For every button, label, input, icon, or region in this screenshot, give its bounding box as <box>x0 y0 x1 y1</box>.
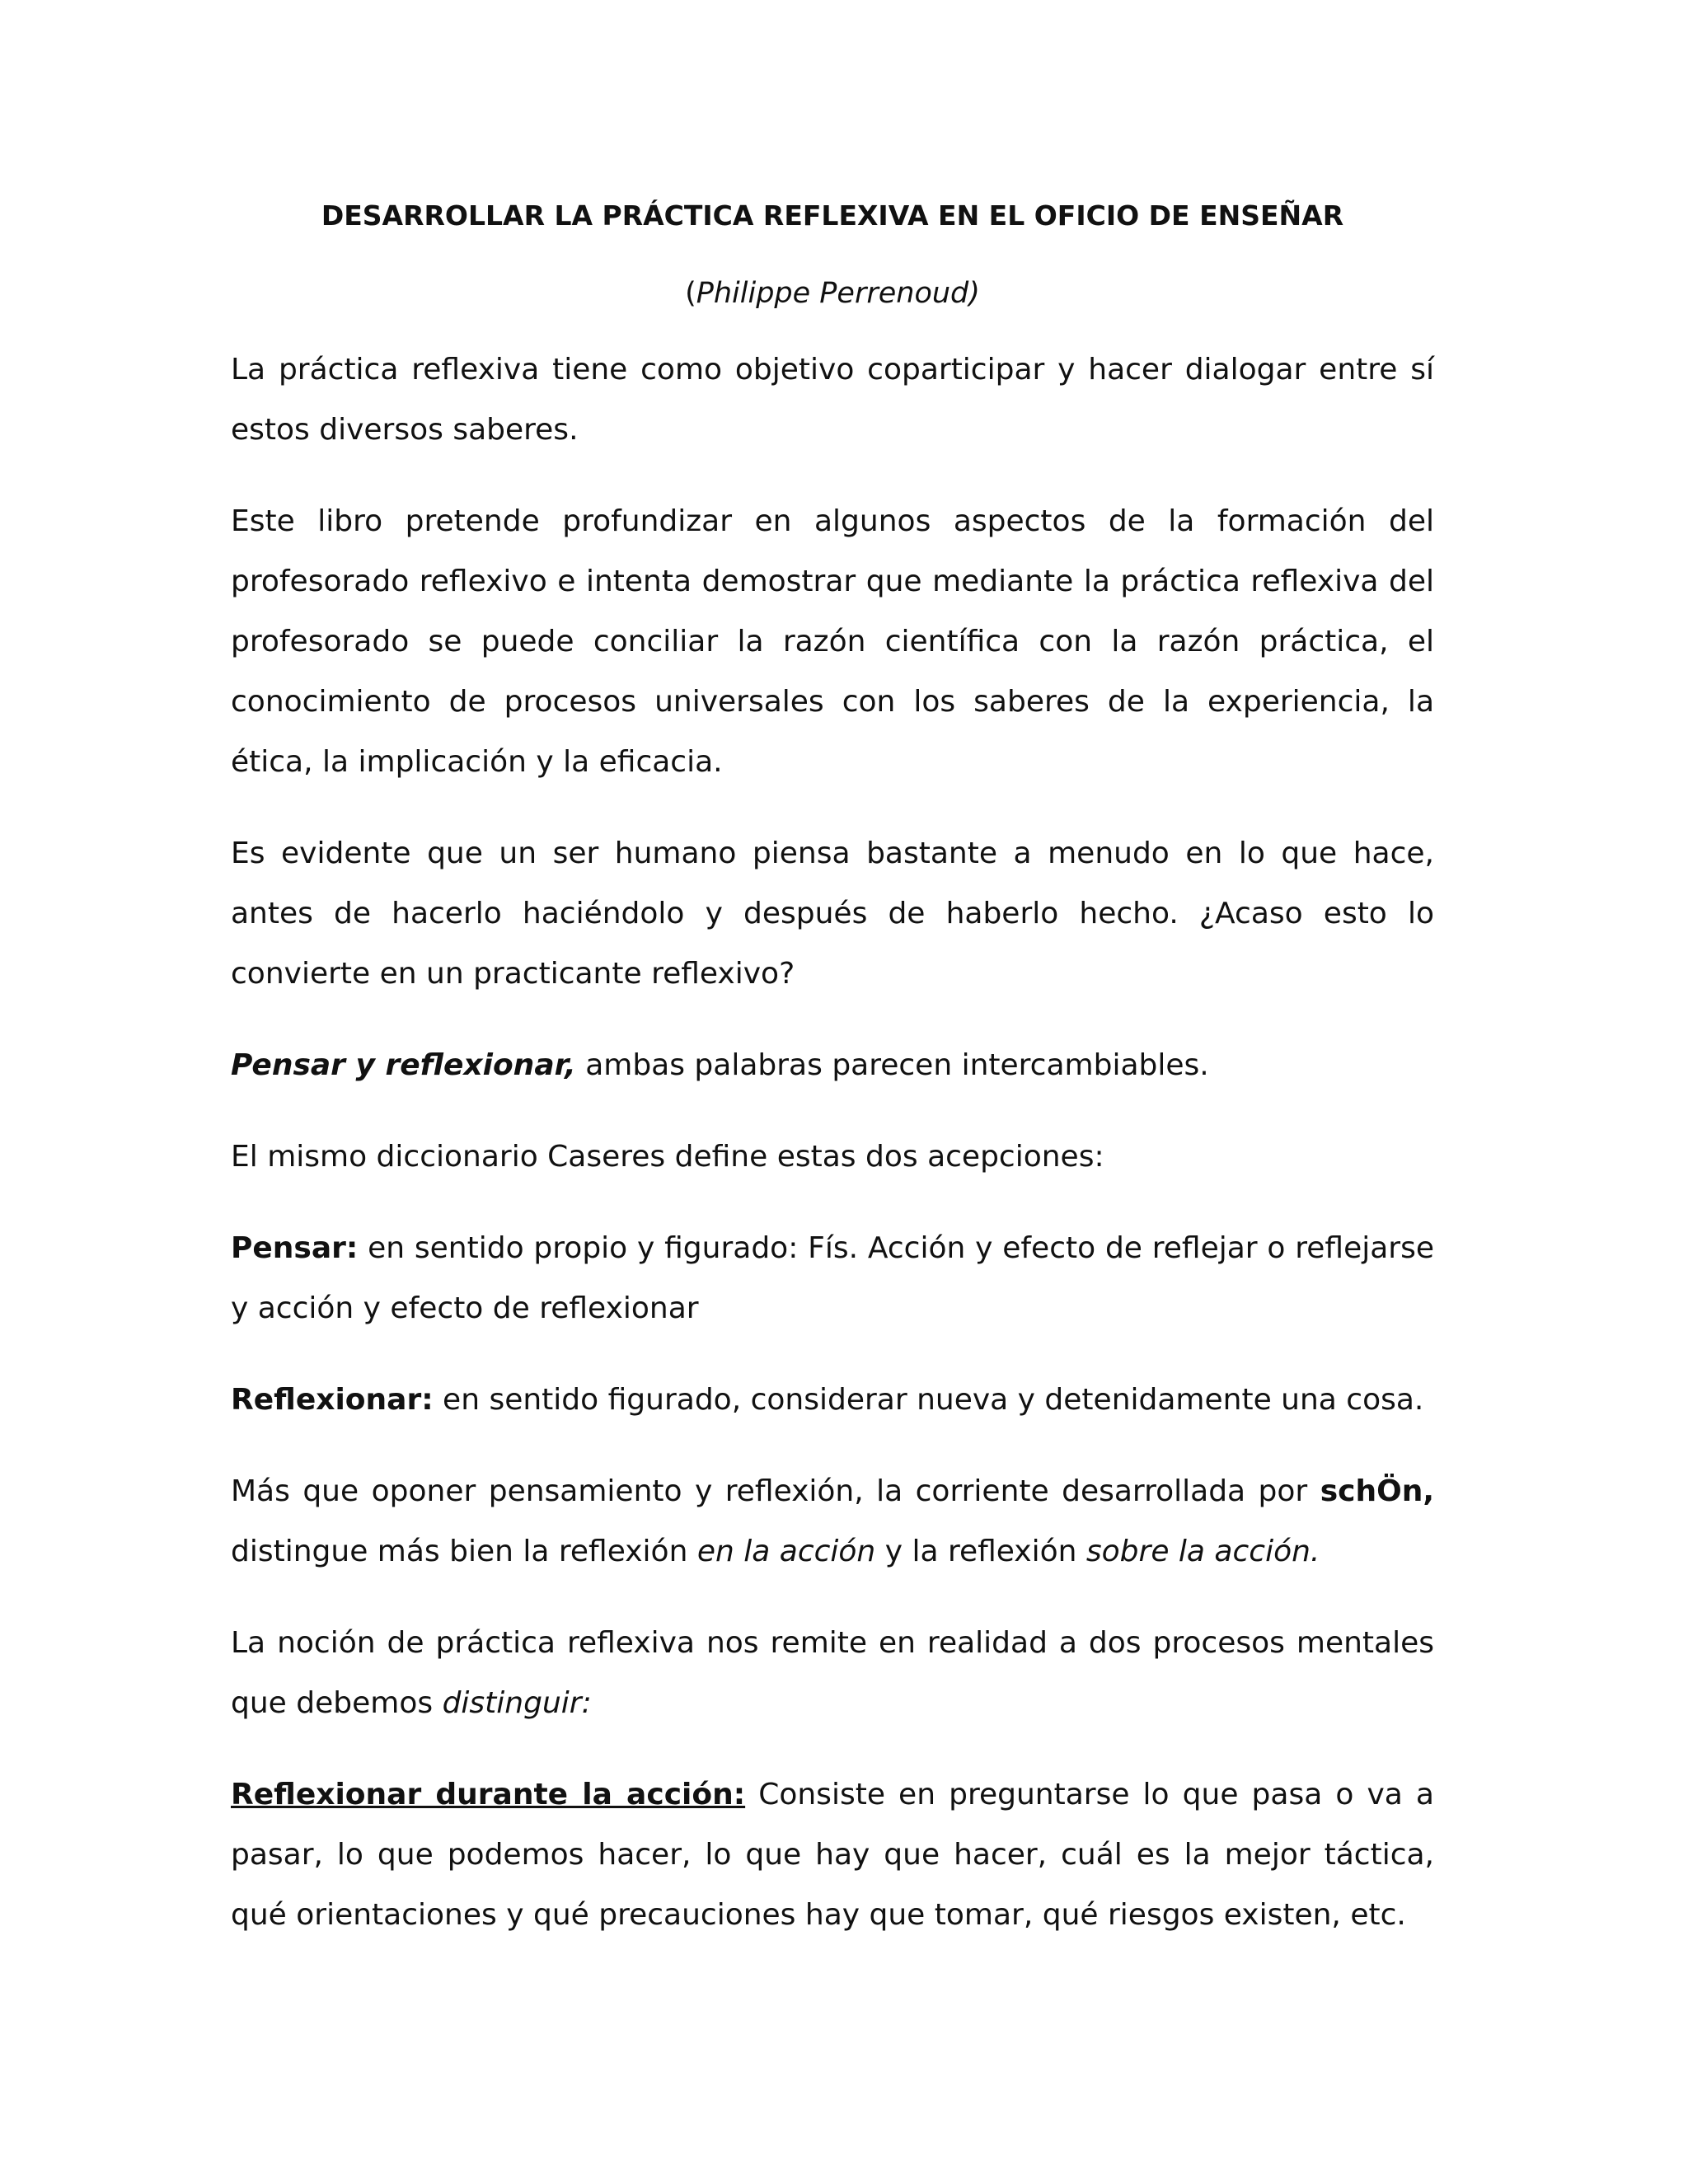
author-name: Philippe Perrenoud) <box>696 277 980 310</box>
document-body <box>231 194 1434 1945</box>
paragraph-9-italic: distinguir: <box>442 1686 592 1720</box>
document-title: DESARROLLAR LA PRÁCTICA REFLEXIVA EN EL OFICIO DE ENSEÑAR <box>321 199 1344 232</box>
paragraph-9-text: La noción de práctica reflexiva nos remite en realidad a dos procesos mentales que debemos <box>231 1626 1434 1720</box>
paragraph-4 <box>231 1035 1434 1095</box>
paragraph-10-text: Consiste en preguntarse lo que pasa o va a pasar, lo que podemos hacer, lo que hay que hacer, cuál es la mejor táctica, qué orientaciones y qué precauciones hay que tomar, qué riesgos existen, etc. <box>231 1778 1434 1932</box>
author-line <box>231 270 1434 316</box>
paragraph-8-italic-1: en la acción <box>696 1535 876 1568</box>
paragraph-8-italic-2: sobre la acción. <box>1085 1535 1320 1568</box>
paragraph-8-text-b: distingue más bien la reflexión <box>231 1535 697 1568</box>
paragraph-1: La práctica reflexiva tiene como objetivo coparticipar y hacer dialogar entre sí estos diversos saberes. <box>231 353 1434 447</box>
paragraph-8 <box>231 1461 1434 1582</box>
paragraph-7 <box>231 1370 1434 1430</box>
paragraph-6 <box>231 1218 1434 1338</box>
definition-term-reflexionar: Reflexionar: <box>231 1383 434 1417</box>
paragraph-4-text: ambas palabras parecen intercambiables. <box>575 1048 1209 1082</box>
author-open-paren: ( <box>685 277 696 310</box>
definition-text-reflexionar: en sentido figurado, considerar nueva y detenidamente una cosa. <box>433 1383 1424 1417</box>
definition-term-pensar: Pensar: <box>231 1231 359 1265</box>
paragraph-5: El mismo diccionario Caseres define estas dos acepciones: <box>231 1140 1104 1174</box>
paragraph-2: Este libro pretende profundizar en algunos aspectos de la formación del profesorado reflexivo e intenta demostrar que mediante la práctica reflexiva del profesorado se puede conciliar la razón científica con la razón práctica, el conocimiento de procesos universales con los saberes de la experiencia, la ética, la implicación y la eficacia. <box>231 504 1434 779</box>
paragraph-10-heading: Reflexionar durante la acción: <box>231 1778 746 1811</box>
paragraph-3: Es evidente que un ser humano piensa bastante a menudo en lo que hace, antes de hacerlo haciéndolo y después de haberlo hecho. ¿Acaso esto lo convierte en un practicante reflexivo? <box>231 837 1434 991</box>
paragraph-8-schon: schÖn, <box>1320 1474 1434 1508</box>
paragraph-10 <box>231 1765 1434 1945</box>
paragraph-4-bold: Pensar y reflexionar, <box>231 1048 576 1082</box>
paragraph-8-text-c: y la reflexión <box>875 1535 1086 1568</box>
paragraph-9 <box>231 1613 1434 1733</box>
paragraph-8-text-a: Más que oponer pensamiento y reflexión, la corriente desarrollada por <box>231 1474 1320 1508</box>
definition-text-pensar: en sentido propio y figurado: Fís. Acción y efecto de reflejar o reflejarse y acción y efecto de reflexionar <box>231 1231 1434 1325</box>
